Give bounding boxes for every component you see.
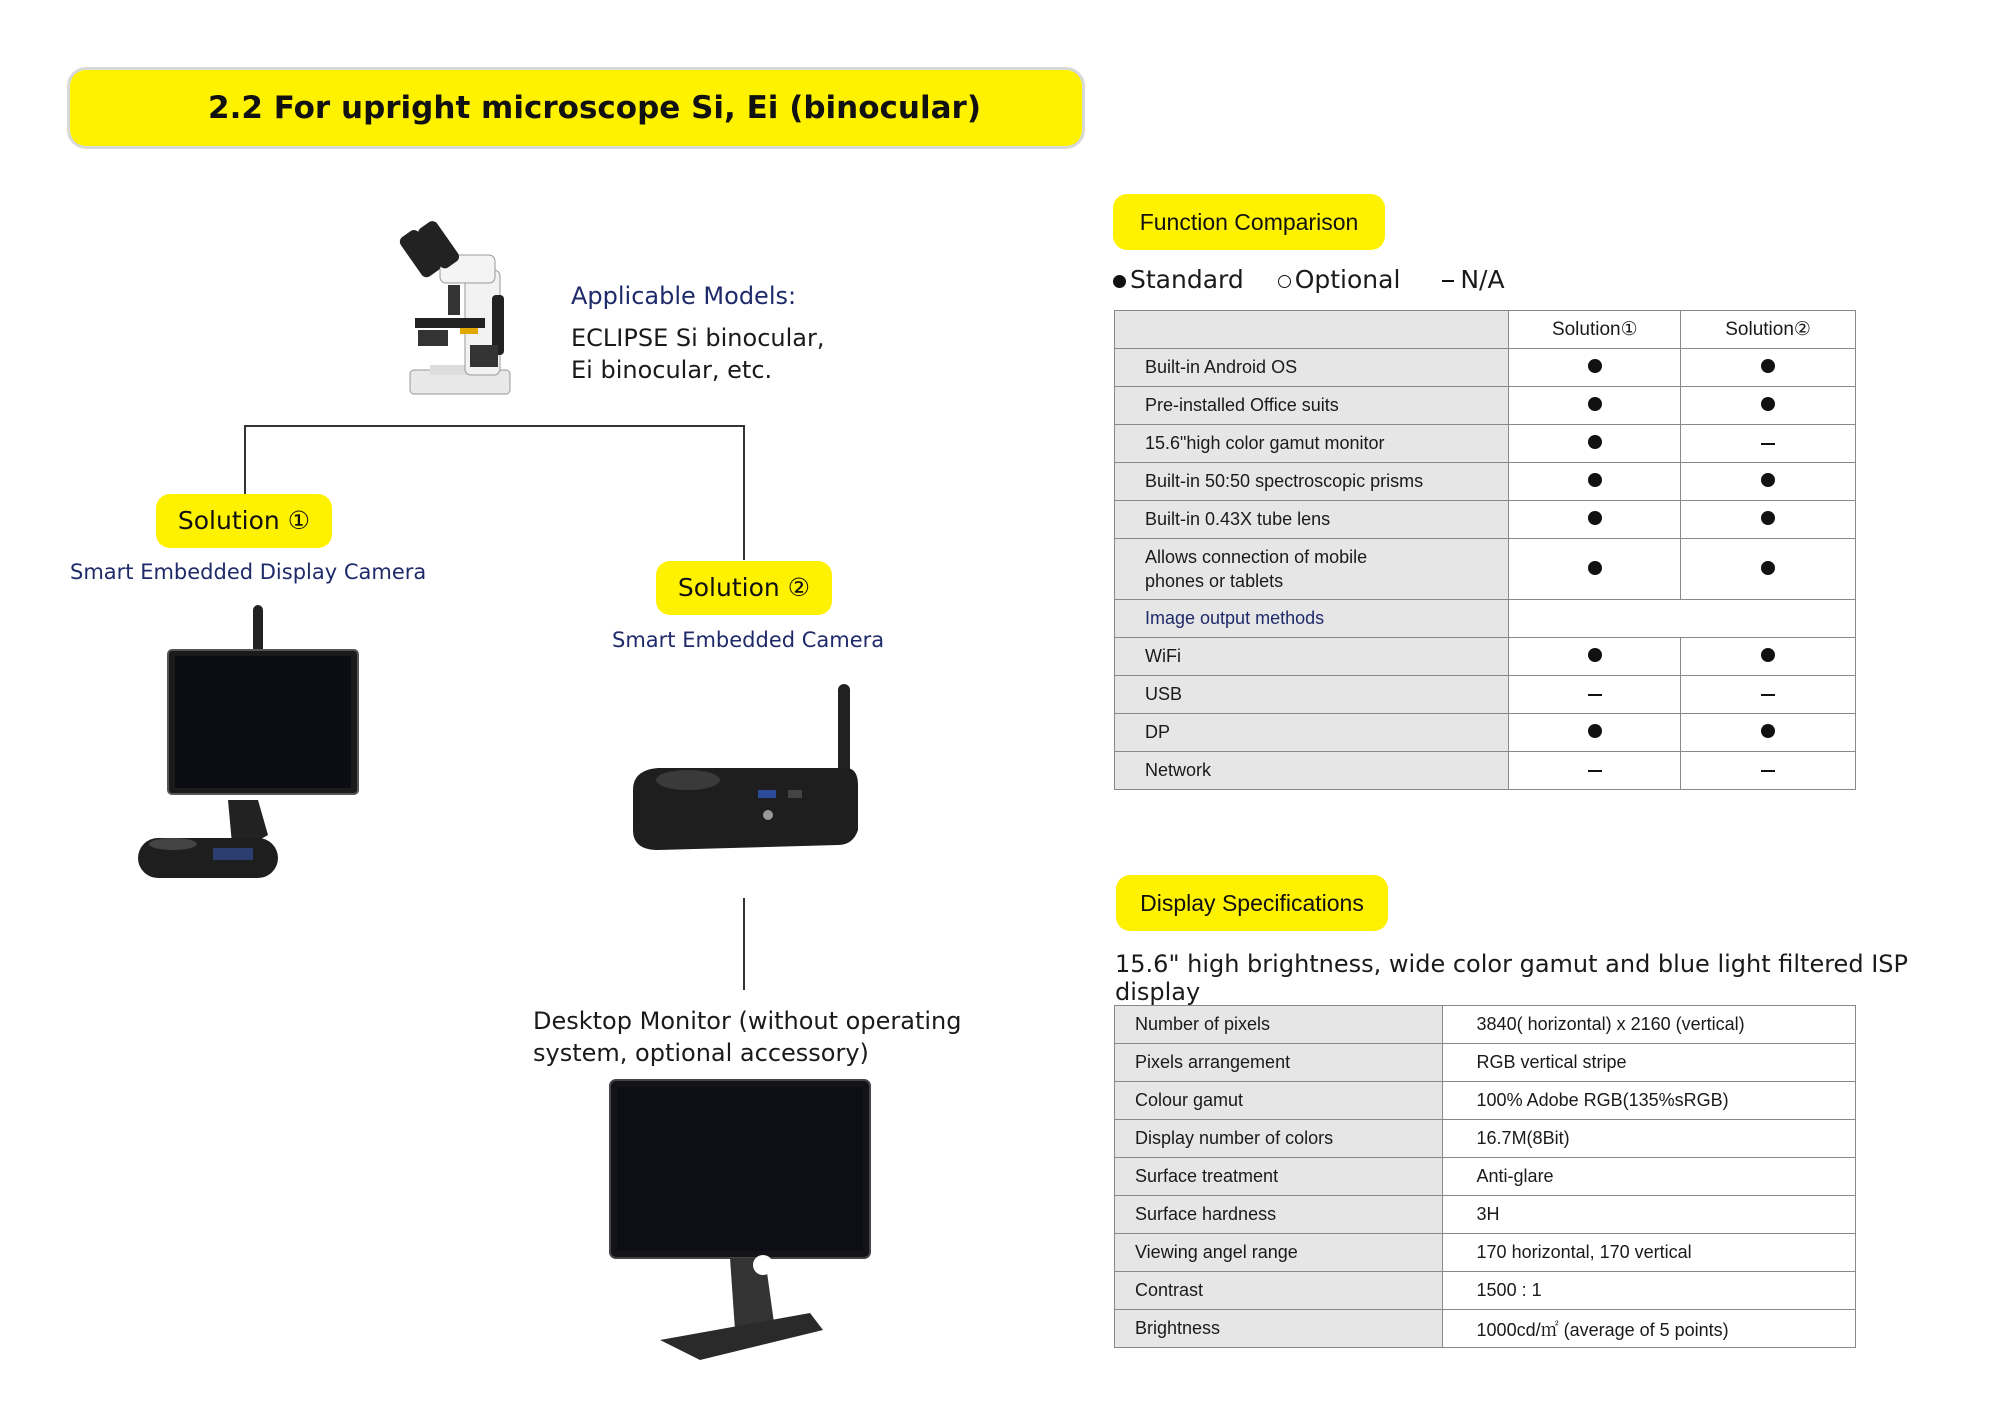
solution-2-cell [1681,638,1856,676]
function-comparison-heading: Function Comparison [1113,194,1385,250]
solution-1-cell [1509,714,1681,752]
spec-label: Display number of colors [1115,1120,1443,1158]
table-row [1115,1044,1856,1082]
table-row [1115,1272,1856,1310]
row-label: Built-in Android OS [1115,349,1509,387]
standard-dot-icon [1761,473,1775,487]
monitor-caption-line1: Desktop Monitor (without operating [533,1007,962,1035]
table-row [1115,1120,1856,1158]
na-dash-icon [1761,443,1775,445]
solution-1-cell [1509,387,1681,425]
display-specifications-heading: Display Specifications [1116,875,1388,931]
table-row [1115,539,1856,600]
standard-dot-icon [1588,473,1602,487]
table-row [1115,676,1856,714]
table-row [1115,1082,1856,1120]
solution-1-cell [1509,501,1681,539]
row-label: 15.6"high color gamut monitor [1115,425,1509,463]
solution-1-cell [1509,463,1681,501]
solution-2-cell [1681,349,1856,387]
spec-label: Pixels arrangement [1115,1044,1443,1082]
standard-dot-icon [1588,561,1602,575]
table-row [1115,425,1856,463]
na-dash-icon [1588,770,1602,772]
solution-2-cell [1681,676,1856,714]
standard-dot-icon [1761,724,1775,738]
table-row [1115,1158,1856,1196]
spec-value: 1500 : 1 [1442,1272,1855,1310]
optional-circle-icon [1278,275,1291,288]
applicable-models-line1: ECLIPSE Si binocular, [571,324,825,352]
image-output-heading: Image output methods [1115,600,1509,638]
spec-value: 3840( horizontal) x 2160 (vertical) [1442,1006,1855,1044]
row-label: DP [1115,714,1509,752]
legend [1113,265,1505,294]
table-row [1115,1310,1856,1348]
na-dash-icon [1761,694,1775,696]
solution-1-cell [1509,425,1681,463]
row-label: Built-in 50:50 spectroscopic prisms [1115,463,1509,501]
row-label: Built-in 0.43X tube lens [1115,501,1509,539]
solution-2-cell [1681,714,1856,752]
table-row [1115,752,1856,790]
solution-1-cell [1509,638,1681,676]
solution-1-cell [1509,752,1681,790]
spec-value: 1000cd/㎡ (average of 5 points) [1442,1310,1855,1348]
connector-horizontal [244,425,744,427]
legend-standard: Standard [1130,265,1244,294]
column-header-solution-2: Solution② [1681,311,1856,349]
na-dash-icon [1442,280,1454,282]
solution-1-cell [1509,539,1681,600]
embedded-camera-image [628,680,868,870]
spec-label: Viewing angel range [1115,1234,1443,1272]
solution-2-cell [1681,752,1856,790]
connector-right [743,425,745,560]
standard-dot-icon [1588,724,1602,738]
table-row [1115,714,1856,752]
solution-2-subtitle: Smart Embedded Camera [612,628,885,652]
standard-dot-icon [1761,511,1775,525]
microscope-image [370,200,530,400]
spec-value: 170 horizontal, 170 vertical [1442,1234,1855,1272]
image-output-heading-row [1115,600,1856,638]
spec-label: Contrast [1115,1272,1443,1310]
table-row [1115,1196,1856,1234]
standard-dot-icon [1588,648,1602,662]
display-spec-table [1114,1005,1856,1348]
applicable-models-line2: Ei binocular, etc. [571,356,773,384]
legend-na: N/A [1460,265,1505,294]
row-label: Pre-installed Office suits [1115,387,1509,425]
standard-dot-icon [1113,275,1126,288]
table-row [1115,349,1856,387]
row-label: Network [1115,752,1509,790]
solution-2-cell [1681,425,1856,463]
connector-monitor [743,898,745,990]
table-row [1115,1234,1856,1272]
solution-2-cell [1681,501,1856,539]
solution-1-cell [1509,676,1681,714]
solution-2-cell [1681,539,1856,600]
monitor-caption-line2: system, optional accessory) [533,1039,869,1067]
spec-label: Surface treatment [1115,1158,1443,1196]
connector-left [244,425,246,495]
spec-value: Anti-glare [1442,1158,1855,1196]
na-dash-icon [1588,694,1602,696]
spec-label: Colour gamut [1115,1082,1443,1120]
legend-optional: Optional [1294,265,1401,294]
table-row [1115,387,1856,425]
table-row [1115,501,1856,539]
desktop-monitor-image [605,1075,875,1360]
standard-dot-icon [1588,511,1602,525]
display-camera-image [128,600,368,890]
spec-label: Number of pixels [1115,1006,1443,1044]
section-title: 2.2 For upright microscope Si, Ei (binocular) [70,70,1082,146]
spec-value: 3H [1442,1196,1855,1234]
standard-dot-icon [1761,648,1775,662]
solution-2-cell [1681,463,1856,501]
standard-dot-icon [1761,397,1775,411]
standard-dot-icon [1761,359,1775,373]
applicable-models-label: Applicable Models: [571,282,797,310]
solution-2-badge: Solution ② [656,561,832,615]
table-row [1115,463,1856,501]
table-row [1115,638,1856,676]
spec-value: 100% Adobe RGB(135%sRGB) [1442,1082,1855,1120]
na-dash-icon [1761,770,1775,772]
column-header-solution-1: Solution① [1509,311,1681,349]
spec-label: Brightness [1115,1310,1443,1348]
standard-dot-icon [1588,359,1602,373]
table-row [1115,1006,1856,1044]
table-header-row [1115,311,1856,349]
spec-value: 16.7M(8Bit) [1442,1120,1855,1158]
row-label: WiFi [1115,638,1509,676]
solution-1-badge: Solution ① [156,494,332,548]
row-label: USB [1115,676,1509,714]
spec-value: RGB vertical stripe [1442,1044,1855,1082]
standard-dot-icon [1588,435,1602,449]
display-description: 15.6" high brightness, wide color gamut and blue light filtered ISP display [1115,950,1908,1006]
spec-label: Surface hardness [1115,1196,1443,1234]
standard-dot-icon [1761,561,1775,575]
solution-1-subtitle: Smart Embedded Display Camera [70,560,427,584]
standard-dot-icon [1588,397,1602,411]
solution-1-cell [1509,349,1681,387]
function-comparison-table [1114,310,1856,790]
row-label: Allows connection of mobile phones or tablets [1115,539,1509,600]
solution-2-cell [1681,387,1856,425]
